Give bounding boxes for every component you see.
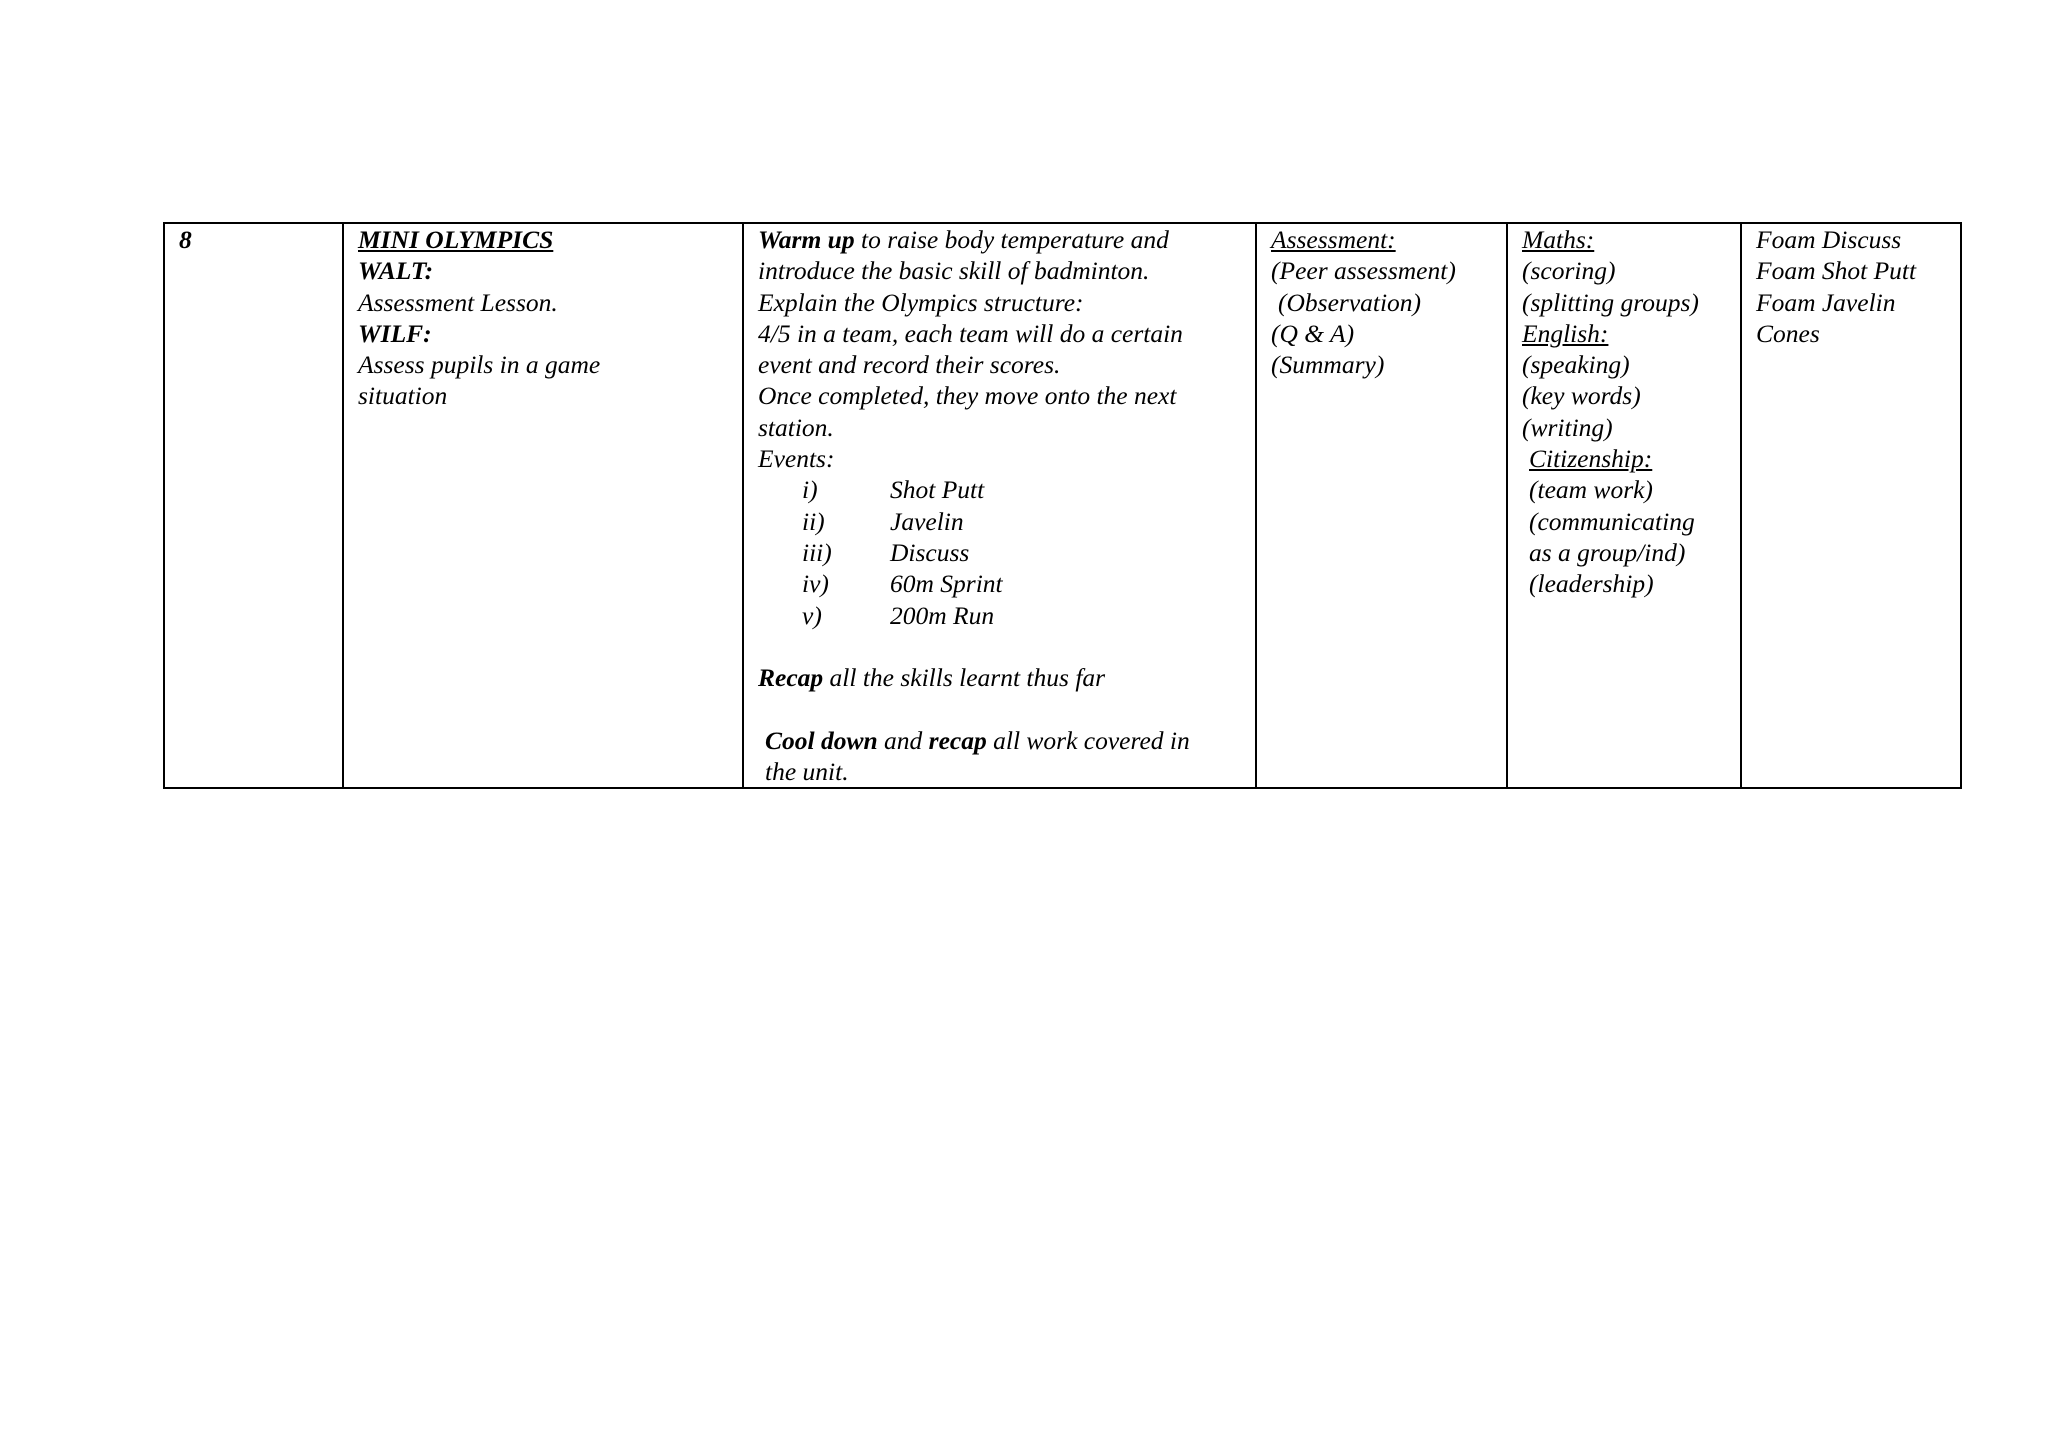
- assessment-label: Assessment:: [1271, 225, 1396, 254]
- warmup-rest: to raise body temperature and: [854, 225, 1169, 254]
- recap-rest: all the skills learnt thus far: [823, 663, 1106, 693]
- activities-line7: station.: [758, 412, 834, 442]
- wilf-text-line2: situation: [358, 381, 448, 411]
- maths-item: (splitting groups): [1522, 287, 1699, 317]
- assessment-cell: [1256, 223, 1507, 788]
- objectives-cell: [343, 223, 743, 788]
- event-item: [758, 474, 1255, 505]
- walt-text: Assessment Lesson.: [358, 287, 558, 317]
- event-number: v): [802, 600, 822, 630]
- english-label: English:: [1522, 318, 1609, 348]
- events-list: [758, 474, 1255, 630]
- citizenship-item: as a group/ind): [1529, 537, 1686, 567]
- event-item: [758, 506, 1255, 537]
- maths-label: Maths:: [1522, 225, 1595, 254]
- spacer: [758, 693, 1255, 724]
- cooldown-rest: all work covered in: [986, 725, 1190, 755]
- event-item: [758, 568, 1255, 599]
- cooldown-line: [758, 725, 1255, 756]
- event-name: 200m Run: [890, 600, 995, 630]
- activities-line6: Once completed, they move onto the next: [758, 381, 1177, 411]
- event-item: [758, 600, 1255, 631]
- activities-line3: Explain the Olympics structure:: [758, 287, 1084, 317]
- recap-line: [758, 662, 1255, 693]
- resource-item: Foam Javelin: [1756, 287, 1896, 317]
- assessment-item: (Q & A): [1271, 318, 1355, 348]
- lesson-title: MINI OLYMPICS: [358, 225, 554, 254]
- event-name: Javelin: [890, 506, 964, 536]
- events-label: Events:: [758, 444, 835, 474]
- cooldown-bold: Cool down: [765, 725, 878, 755]
- event-item: [758, 537, 1255, 568]
- event-name: 60m Sprint: [890, 569, 1003, 599]
- resource-item: Foam Shot Putt: [1756, 256, 1917, 286]
- walt-label: WALT:: [358, 256, 434, 286]
- event-name: Discuss: [890, 537, 970, 567]
- event-name: Shot Putt: [890, 475, 985, 505]
- citizenship-item: (communicating: [1529, 506, 1695, 536]
- english-item: (speaking): [1522, 350, 1630, 380]
- citizenship-item: (leadership): [1529, 569, 1654, 599]
- assessment-item: (Summary): [1271, 350, 1385, 380]
- english-item: (writing): [1522, 412, 1613, 442]
- resource-item: Cones: [1756, 318, 1820, 348]
- recap-bold: Recap: [758, 663, 824, 693]
- event-number: i): [802, 475, 818, 505]
- activities-cell: [743, 223, 1256, 788]
- activities-line4: 4/5 in a team, each team will do a certain: [758, 318, 1183, 348]
- cooldown-line2: the unit.: [765, 757, 849, 787]
- citizenship-label: Citizenship:: [1529, 444, 1653, 474]
- event-number: iv): [802, 569, 829, 599]
- assessment-item: (Peer assessment): [1271, 256, 1456, 286]
- cooldown-mid: and: [877, 725, 929, 755]
- resources-cell: [1741, 223, 1961, 788]
- assessment-item: (Observation): [1278, 287, 1422, 317]
- activities-line2: introduce the basic skill of badminton.: [758, 256, 1150, 286]
- wilf-label: WILF:: [358, 318, 432, 348]
- lesson-row: [164, 223, 1961, 788]
- cross-curricular-cell: [1507, 223, 1741, 788]
- cooldown-recap-bold: recap: [928, 725, 987, 755]
- maths-item: (scoring): [1522, 256, 1616, 286]
- lesson-number: 8: [179, 225, 192, 254]
- wilf-text-line1: Assess pupils in a game: [358, 350, 601, 380]
- lesson-plan-table: [163, 222, 1962, 789]
- event-number: ii): [802, 506, 825, 536]
- warmup-line: [758, 224, 1255, 255]
- event-number: iii): [802, 537, 832, 567]
- spacer: [758, 631, 1255, 662]
- citizenship-item: (team work): [1529, 475, 1653, 505]
- activities-line5: event and record their scores.: [758, 350, 1061, 380]
- warmup-bold: Warm up: [758, 225, 855, 254]
- resource-item: Foam Discuss: [1756, 225, 1902, 254]
- lesson-number-cell: [164, 223, 343, 788]
- english-item: (key words): [1522, 381, 1641, 411]
